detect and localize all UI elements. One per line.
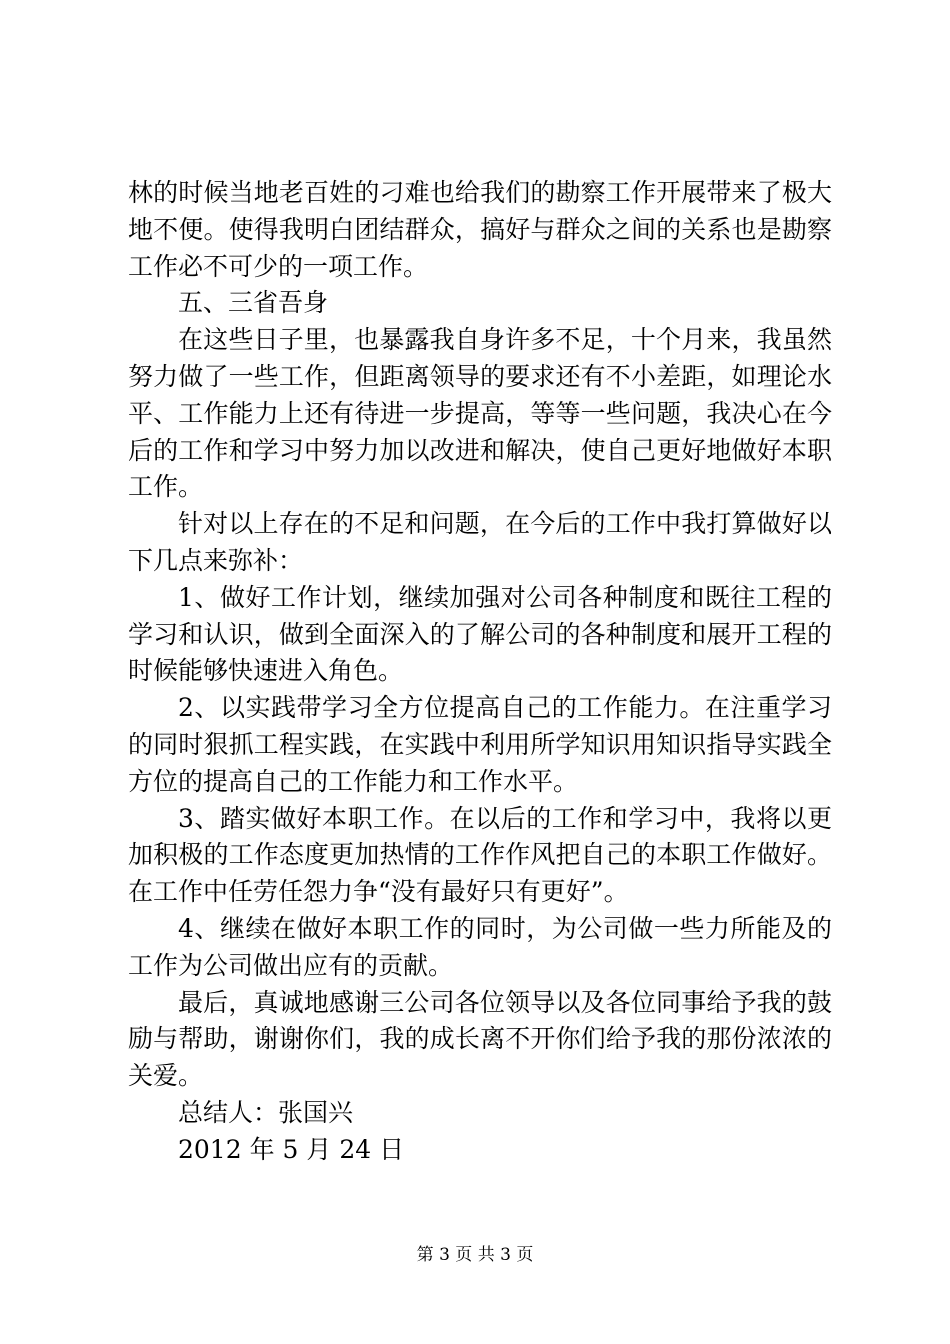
- paragraph-thanks: 最后，真诚地感谢三公司各位领导以及各位同事给予我的鼓励与帮助，谢谢你们，我的成长离不开你们给予我的那份浓浓的关爱。: [128, 987, 832, 1091]
- list-item-2: 2、以实践带学习全方位提高自己的工作能力。在注重学习的同时狠抓工程实践，在实践中利用所学知识用知识指导实践全方位的提高自己的工作能力和工作水平。: [128, 693, 832, 796]
- date: 2012 年 5 月 24 日: [178, 1134, 405, 1164]
- list-item-4: 4、继续在做好本职工作的同时，为公司做一些力所能及的工作为公司做出应有的贡献。: [128, 913, 832, 980]
- section-heading: 五、三省吾身: [178, 288, 329, 318]
- signature: 总结人：张国兴: [178, 1097, 354, 1127]
- list-item-1: 1、做好工作计划，继续加强对公司各种制度和既往工程的学习和认识，做到全面深入的了解公司的各种制度和展开工程的时候能够快速进入角色。: [128, 582, 832, 686]
- list-item-3: 3、踏实做好本职工作。在以后的工作和学习中，我将以更加积极的工作态度更加热情的工作作风把自己的本职工作做好。在工作中任劳任怨力争“没有最好只有更好”。: [128, 803, 832, 907]
- paragraph-continuation: 林的时候当地老百姓的刁难也给我们的勘察工作开展带来了极大地不便。使得我明白团结群众，搞好与群众之间的关系也是勘察工作必不可少的一项工作。: [128, 178, 832, 281]
- paragraph-improvement-intro: 针对以上存在的不足和问题，在今后的工作中我打算做好以下几点来弥补：: [128, 509, 832, 575]
- page-number-footer: 第 3 页 共 3 页: [416, 1245, 534, 1265]
- document-body: [128, 175, 832, 1169]
- paragraph-self-reflection: 在这些日子里，也暴露我自身许多不足，十个月来，我虽然努力做了一些工作，但距离领导的要求还有不小差距，如理论水平、工作能力上还有待进一步提高，等等一些问题，我决心在今后的工作和学习中努力加以改进和解决，使自己更好地做好本职工作。: [128, 325, 832, 502]
